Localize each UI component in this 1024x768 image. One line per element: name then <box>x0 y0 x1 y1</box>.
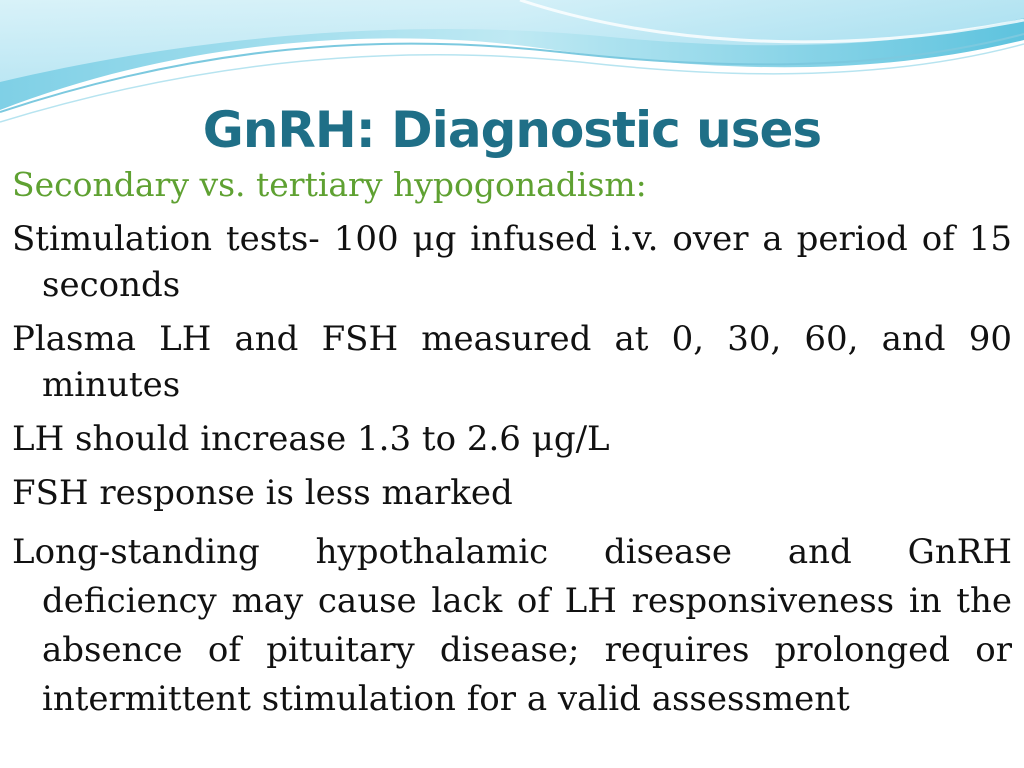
slide-subtitle: Secondary vs. tertiary hypogonadism: <box>12 165 647 204</box>
paragraph-lh-increase: LH should increase 1.3 to 2.6 μg/L <box>12 419 610 459</box>
slide-title: GnRH: Diagnostic uses <box>202 101 822 159</box>
paragraph-stimulation-tests: Stimulation tests- 100 μg infused i.v. over a period of 15 seconds <box>12 219 1012 305</box>
paragraph-fsh-response: FSH response is less marked <box>12 473 513 513</box>
slide-body <box>12 216 1012 724</box>
paragraph-long-standing-disease: Long-standing hypothalamic disease and GnRH deficiency may cause lack of LH responsiveness in the absence of pituitary disease; requires prolonged or intermittent stimulation for a valid assessment <box>12 532 1012 719</box>
paragraph-plasma-measurement: Plasma LH and FSH measured at 0, 30, 60, and 90 minutes <box>12 319 1012 405</box>
